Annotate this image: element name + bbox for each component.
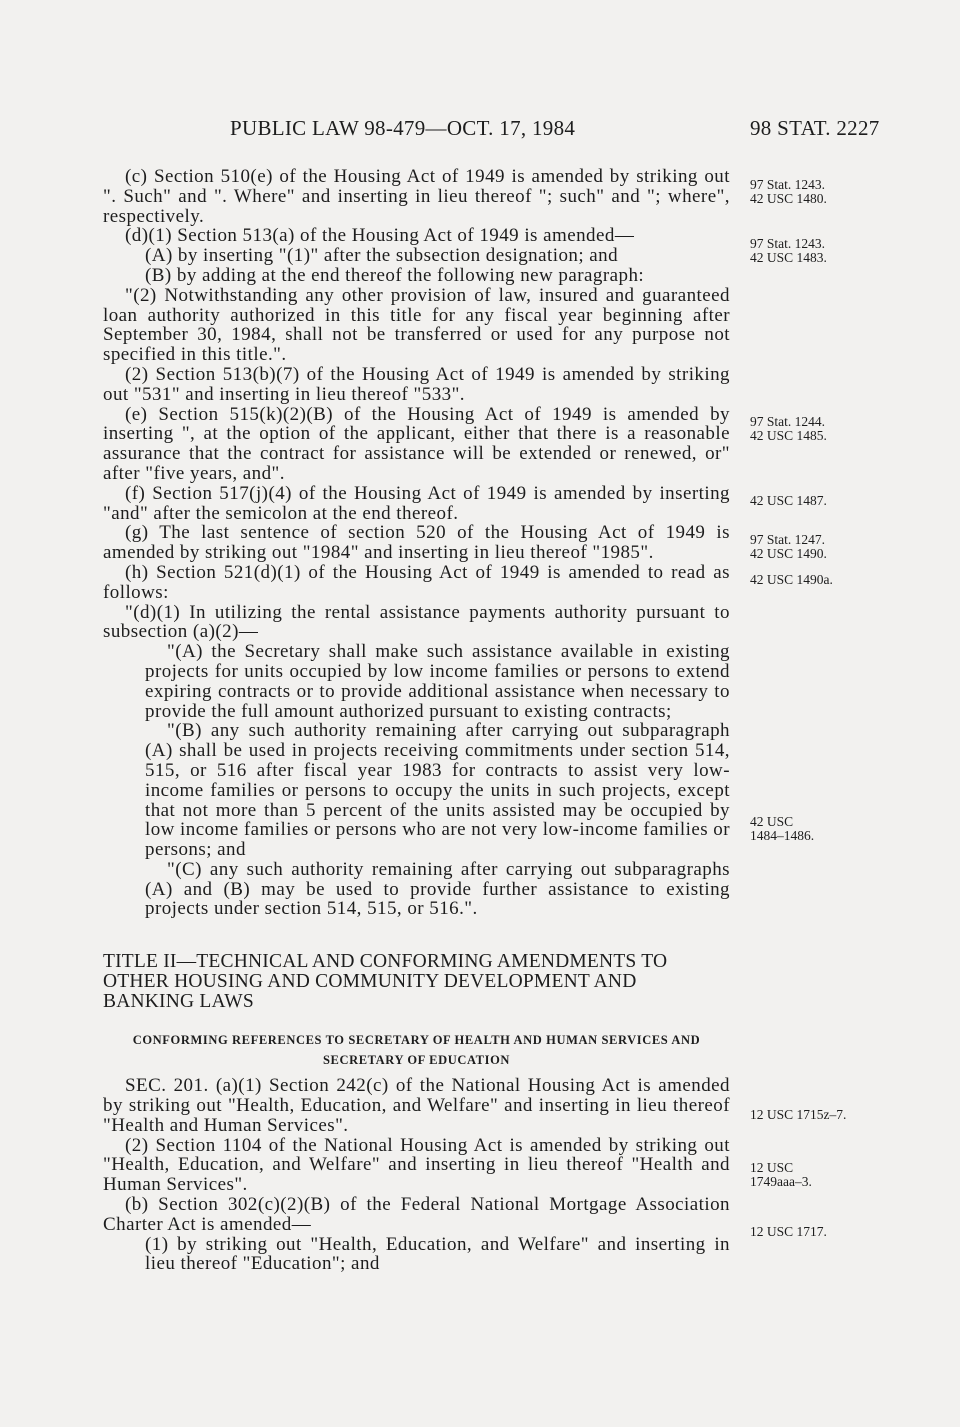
page-number: 98 STAT. 2227 xyxy=(750,116,880,140)
margin-note: 12 USC 1749aaa–3. xyxy=(750,1160,812,1189)
paragraph: "(C) any such authority remaining after carrying out subparagraphs (A) and (B) may be used to provide further assistance to existing projects under section 514, 515, or 516.". xyxy=(145,858,730,920)
paragraph: (b) Section 302(c)(2)(B) of the Federal National Mortgage Association Charter Act is amended— xyxy=(103,1194,730,1235)
margin-note: 42 USC 1490a. xyxy=(750,572,833,587)
paragraph: (e) Section 515(k)(2)(B) of the Housing Act of 1949 is amended by inserting ", at the option of the applicant, either that there is a reasonable assurance that the contract for assistance will be extended or renewed, or" after "five years, and". xyxy=(103,403,730,484)
section-subheading: CONFORMING REFERENCES TO SECRETARY OF HEALTH AND HUMAN SERVICES AND SECRETARY OF EDUCATION xyxy=(132,1033,701,1068)
paragraph: (h) Section 521(d)(1) of the Housing Act of 1949 is amended to read as follows: xyxy=(103,561,730,603)
paragraph: (d)(1) Section 513(a) of the Housing Act of 1949 is amended— xyxy=(125,225,635,247)
paragraph: (A) by inserting "(1)" after the subsection designation; and xyxy=(145,245,619,267)
margin-note: 97 Stat. 1243. 42 USC 1483. xyxy=(750,236,827,265)
margin-note: 12 USC 1715z–7. xyxy=(750,1107,847,1122)
margin-note: 97 Stat. 1244. 42 USC 1485. xyxy=(750,414,827,443)
paragraph: (g) The last sentence of section 520 of the Housing Act of 1949 is amended by striking out "1984" and inserting in lieu thereof "1985". xyxy=(103,522,730,564)
title-heading: TITLE II—TECHNICAL AND CONFORMING AMENDMENTS TO OTHER HOUSING AND COMMUNITY DEVELOPMENT AND BANKING LAWS xyxy=(103,951,668,1013)
running-header-title: PUBLIC LAW 98-479—OCT. 17, 1984 xyxy=(230,116,576,140)
paragraph: SEC. 201. (a)(1) Section 242(c) of the National Housing Act is amended by striking out "Health, Education, and Welfare" and inserting in lieu thereof "Health and Human Services". xyxy=(103,1075,730,1136)
margin-note: 97 Stat. 1243. 42 USC 1480. xyxy=(750,177,827,206)
margin-note: 97 Stat. 1247. 42 USC 1490. xyxy=(750,532,827,561)
margin-note: 42 USC 1484–1486. xyxy=(750,814,815,843)
paragraph: "(2) Notwithstanding any other provision of law, insured and guaranteed loan authority authorized in this title for any fiscal year beginning after September 30, 1984, shall not be transferred or used for any purpose not specified in this title.". xyxy=(103,284,730,366)
margin-note: 42 USC 1487. xyxy=(750,493,827,508)
paragraph: "(A) the Secretary shall make such assistance available in existing projects for units occupied by low income families or persons to extend expiring contracts or to provide additional assistance when necessary to provide the full amount authorized pursuant to existing contracts; xyxy=(145,641,730,722)
paragraph: (2) Section 513(b)(7) of the Housing Act of 1949 is amended by striking out "531" and inserting in lieu thereof "533". xyxy=(103,363,730,405)
paragraph: (c) Section 510(e) of the Housing Act of 1949 is amended by striking out ". Such" and ". Where" and inserting in lieu thereof "; such" and "; where", respectively. xyxy=(103,166,730,227)
paragraph: (1) by striking out "Health, Education, and Welfare" and inserting in lieu thereof "Education"; and xyxy=(145,1233,730,1275)
paragraph: (B) by adding at the end thereof the following new paragraph: xyxy=(145,264,645,286)
paragraph: "(d)(1) In utilizing the rental assistance payments authority pursuant to subsection (a)(2)— xyxy=(103,601,730,643)
paragraph: (f) Section 517(j)(4) of the Housing Act of 1949 is amended by inserting "and" after the semicolon at the end thereof. xyxy=(103,482,730,524)
paragraph: (2) Section 1104 of the National Housing Act is amended by striking out "Health, Education, and Welfare" and inserting in lieu thereof "Health and Human Services". xyxy=(103,1134,730,1196)
paragraph: "(B) any such authority remaining after carrying out subparagraph (A) shall be used in projects receiving commitments under section 514, 515, or 516 after fiscal year 1983 for contracts to assist very low-income families or persons to occupy the units in such projects, except that not more than 5 percent of the units assisted may be occupied by low income families or persons who are not very low-income families or persons; and xyxy=(145,720,730,861)
margin-note: 12 USC 1717. xyxy=(750,1224,827,1239)
body-text xyxy=(103,167,730,1274)
